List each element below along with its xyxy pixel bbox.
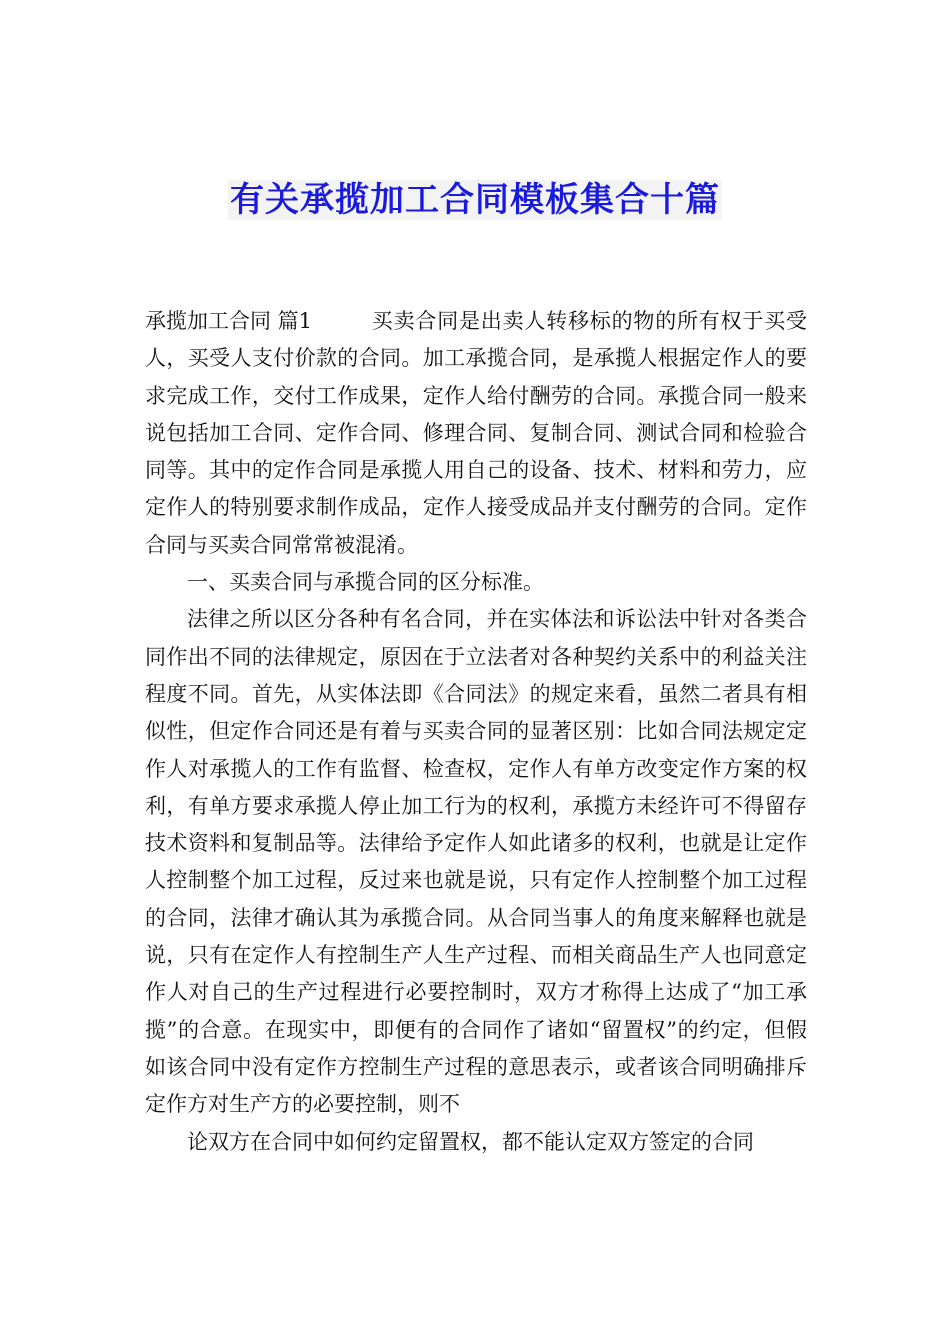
paragraph-2: 一、买卖合同与承揽合同的区分标准。 (187, 570, 544, 595)
document-title-text: 有关承揽加工合同模板集合十篇 (230, 180, 720, 220)
section-label: 承揽加工合同 篇1 (145, 309, 313, 333)
document-body (145, 303, 807, 1161)
document-title (0, 172, 950, 228)
paragraph-3: 法律之所以区分各种有名合同，并在实体法和诉讼法中针对各类合同作出不同的法律规定，原因在于立法者对各种契约关系中的利益关注程度不同。首先，从实体法即《合同法》的规定来看，虽然二者具有相似性，但定作合同还是有着与买卖合同的显著区别：比如合同法规定定作人对承揽人的工作有监督、检查权，定作人有单方改变定作方案的权利，有单方要求承揽人停止加工行为的权利，承揽方未经许可不得留存技术资料和复制品等。法律给予定作人如此诸多的权利，也就是让定作人控制整个加工过程，反过来也就是说，只有定作人控制整个加工过程的合同，法律才确认其为承揽合同。从合同当事人的角度来解释也就是说，只有在定作人有控制生产人生产过程、而相关商品生产人也同意定作人对自己的生产过程进行必要控制时，双方才称得上达成了“加工承揽”的合意。在现实中，即便有的合同作了诸如“留置权”的约定，但假如该合同中没有定作方控制生产过程的意思表示，或者该合同明确排斥定作方对生产方的必要控制，则不 (145, 607, 807, 1117)
paragraph-1-text: 买卖合同是出卖人转移标的物的所有权于买受人，买受人支付价款的合同。加工承揽合同，是承揽人根据定作人的要求完成工作，交付工作成果，定作人给付酬劳的合同。承揽合同一般来说包括加工合同、定作合同、修理合同、复制合同、测试合同和检验合同等。其中的定作合同是承揽人用自己的设备、技术、材料和劳力，应定作人的特别要求制作成品，定作人接受成品并支付酬劳的合同。定作合同与买卖合同常常被混淆。 (145, 309, 807, 557)
paragraph-1 (145, 303, 807, 564)
paragraph-4: 论双方在合同中如何约定留置权，都不能认定双方签定的合同 (187, 1129, 754, 1154)
